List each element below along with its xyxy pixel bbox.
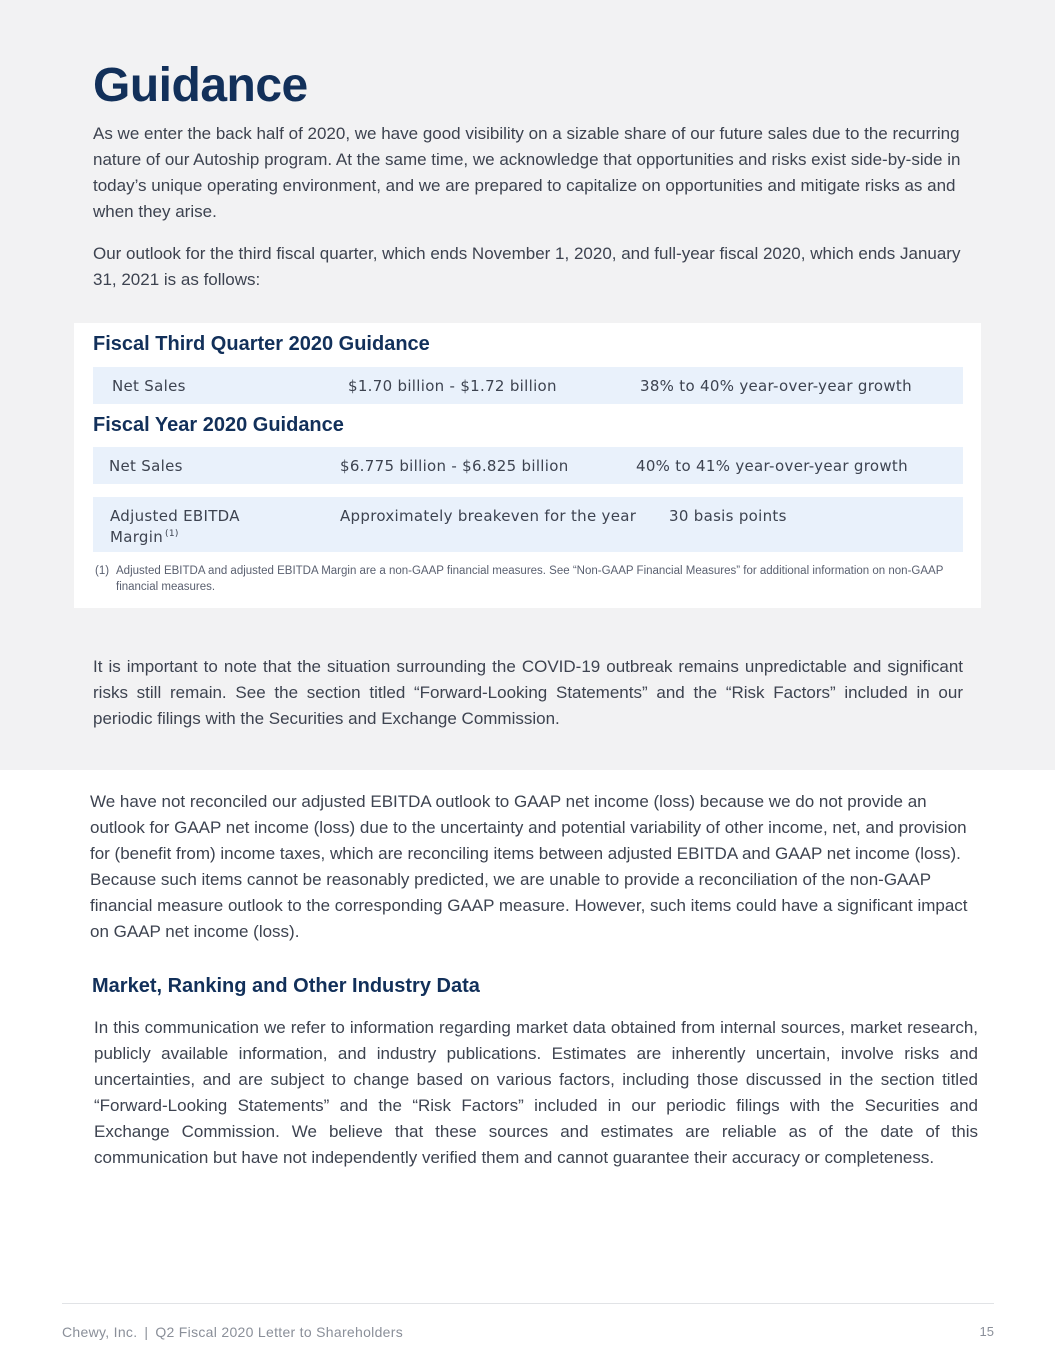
fy-guidance-heading: Fiscal Year 2020 Guidance bbox=[93, 414, 344, 436]
fy-adjusted-ebitda-row bbox=[93, 497, 963, 552]
fy-net-sales-value: $6.775 billion - $6.825 billion bbox=[340, 457, 569, 475]
fy-net-sales-growth: 40% to 41% year-over-year growth bbox=[636, 457, 908, 475]
reconciliation-paragraph: We have not reconciled our adjusted EBITDA outlook to GAAP net income (loss) because we do not provide an outlook for GAAP net income (loss) due to the uncertainty and potential variability of other income, net, and provision for (benefit from) income taxes, which are reconciling items between adjusted EBITDA and GAAP net income (loss). Because such items cannot be reasonably predicted, we are unable to provide a reconciliation of the non-GAAP financial measure outlook to the corresponding GAAP measure. However, such items could have a significant impact on GAAP net income (loss). bbox=[90, 792, 968, 941]
footnote bbox=[95, 563, 955, 595]
fy-ebitda-label-line1: Adjusted EBITDA bbox=[110, 507, 240, 525]
footnote-reference: (1) bbox=[165, 529, 179, 539]
q3-net-sales-growth: 38% to 40% year-over-year growth bbox=[640, 377, 912, 395]
market-section-body: In this communication we refer to information regarding market data obtained from internal sources, market research, publicly available information, and industry publications. Estimates are inherently uncertain, involve risks and uncertainties, and are subject to change based on various factors, including those discussed in the section titled “Forward-Looking Statements” and the “Risk Factors” included in our periodic filings with the Securities and Exchange Commission. We believe that these sources and estimates are reliable as of the date of this communication but have not independently verified them and cannot guarantee their accuracy or completeness. bbox=[94, 1018, 978, 1167]
fy-ebitda-value: Approximately breakeven for the year bbox=[340, 507, 637, 525]
footer-separator: | bbox=[144, 1324, 149, 1340]
fy-ebitda-label-line2: Margin $^{(1)}$ bbox=[110, 528, 179, 546]
footer-divider bbox=[62, 1303, 994, 1304]
footer-label bbox=[62, 1324, 403, 1340]
footer-company: Chewy, Inc. bbox=[62, 1324, 138, 1340]
footnote-text: Adjusted EBITDA and adjusted EBITDA Margin are a non-GAAP financial measures. See “Non-GAAP Financial Measures” for additional information on non-GAAP financial measures. bbox=[116, 565, 944, 593]
page-number: 15 bbox=[979, 1324, 994, 1339]
footer-document-title: Q2 Fiscal 2020 Letter to Shareholders bbox=[155, 1324, 404, 1340]
intro-paragraph-2: Our outlook for the third fiscal quarter, which ends November 1, 2020, and full-year fiscal 2020, which ends January 31, 2021 is as follows: bbox=[93, 244, 961, 289]
q3-net-sales-row bbox=[93, 367, 963, 404]
fy-ebitda-growth: 30 basis points bbox=[669, 507, 787, 525]
covid-paragraph: It is important to note that the situation surrounding the COVID-19 outbreak remains unpredictable and significant risks still remain. See the section titled “Forward-Looking Statements” and the “Risk Factors” included in our periodic filings with the Securities and Exchange Commission. bbox=[93, 657, 963, 728]
page-title: Guidance bbox=[93, 59, 308, 112]
footnote-marker: (1) bbox=[95, 565, 110, 577]
q3-guidance-heading: Fiscal Third Quarter 2020 Guidance bbox=[93, 333, 430, 355]
guidance-table-box bbox=[74, 323, 981, 608]
market-section-heading: Market, Ranking and Other Industry Data bbox=[92, 975, 480, 997]
q3-net-sales-value: $1.70 billion - $1.72 billion bbox=[348, 377, 557, 395]
q3-net-sales-label: Net Sales bbox=[112, 377, 186, 395]
intro-paragraph-1: As we enter the back half of 2020, we have good visibility on a sizable share of our future sales due to the recurring nature of our Autoship program. At the same time, we acknowledge that opportunities and risks exist side-by-side in today’s unique operating environment, and we are prepared to capitalize on opportunities and mitigate risks as and when they arise. bbox=[93, 124, 961, 221]
fy-net-sales-row bbox=[93, 447, 963, 484]
fy-net-sales-label: Net Sales bbox=[109, 457, 183, 475]
